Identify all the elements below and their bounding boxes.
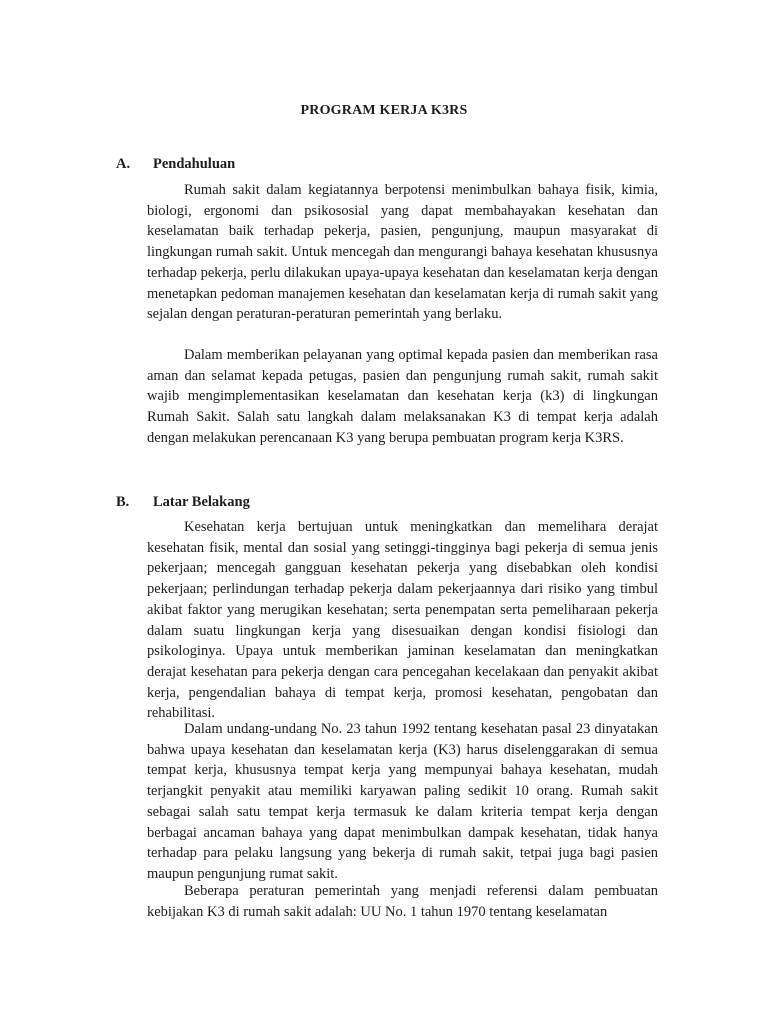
section-heading-text: Pendahuluan (153, 156, 236, 172)
section-marker: B. (116, 494, 130, 510)
paragraph: Dalam memberikan pelayanan yang optimal kepada pasien dan memberikan rasa aman dan selamat kepada petugas, pasien dan pengunjung rumah sakit, rumah sakit wajib mengimplementasikan keselamatan dan kesehatan kerja (k3) di lingkungan Rumah Sakit. Salah satu langkah dalam melaksanakan K3 di tempat kerja adalah dengan melakukan perencanaan K3 yang berupa pembuatan program kerja K3RS. (147, 347, 658, 446)
section-heading-text: Latar Belakang (153, 494, 250, 510)
paragraph: Beberapa peraturan pemerintah yang menjadi referensi dalam pembuatan kebijakan K3 di rumah sakit adalah: UU No. 1 tahun 1970 tentang keselamatan (147, 883, 658, 920)
paragraph: Rumah sakit dalam kegiatannya berpotensi menimbulkan bahaya fisik, kimia, biologi, ergonomi dan psikososial yang dapat membahayakan kesehatan dan keselamatan baik terhadap pekerja, pasien, pengunjung, maupun masyarakat di lingkungan rumah sakit. Untuk mencegah dan mengurangi bahaya kesehatan khususnya terhadap pekerja, perlu dilakukan upaya-upaya kesehatan dan keselamatan kerja dengan menetapkan pedoman manajemen kesehatan dan keselamatan kerja di rumah sakit yang sejalan dengan peraturan-peraturan pemerintah yang berlaku. (147, 182, 658, 323)
document-title: PROGRAM KERJA K3RS (300, 103, 468, 118)
paragraph: Dalam undang-undang No. 23 tahun 1992 tentang kesehatan pasal 23 dinyatakan bahwa upaya kesehatan dan keselamatan kerja (K3) harus diselenggarakan di semua tempat kerja, khususnya tempat kerja yang mempunyai bahaya kesehatan, mudah terjangkit penyakit atau memiliki karyawan paling sedikit 10 orang. Rumah sakit sebagai salah satu tempat kerja termasuk ke dalam kriteria tempat kerja dengan berbagai ancaman bahaya yang dapat menimbulkan dampak kesehatan, tidak hanya terhadap para pelaku langsung yang bekerja di rumah sakit, tetpai juga bagi pasien maupun pengunjung rumat sakit. (147, 721, 658, 882)
section-heading-latar-belakang (116, 494, 250, 511)
paragraph: Kesehatan kerja bertujuan untuk meningkatkan dan memelihara derajat kesehatan fisik, mental dan sosial yang setinggi-tingginya bagi pekerja di semua jenis pekerjaan; mencegah gangguan kesehatan pekerja yang disebabkan oleh kondisi pekerjaan; perlindungan terhadap pekerja dalam pekerjaannya dari risiko yang timbul akibat faktor yang merugikan kesehatan; serta penempatan serta pemeliharaan pekerja dalam suatu lingkungan kerja yang disesuaikan dengan kondisi fisiologi dan psikologinya. Upaya untuk memberikan jaminan keselamatan dan meningkatkan derajat kesehatan para pekerja dengan cara pencegahan kecelakaan dan penyakit akibat kerja, pengendalian bahaya di tempat kerja, promosi kesehatan, pengobatan dan rehabilitasi. (147, 519, 658, 722)
section-marker: A. (116, 156, 131, 172)
section-heading-pendahuluan (116, 156, 235, 173)
